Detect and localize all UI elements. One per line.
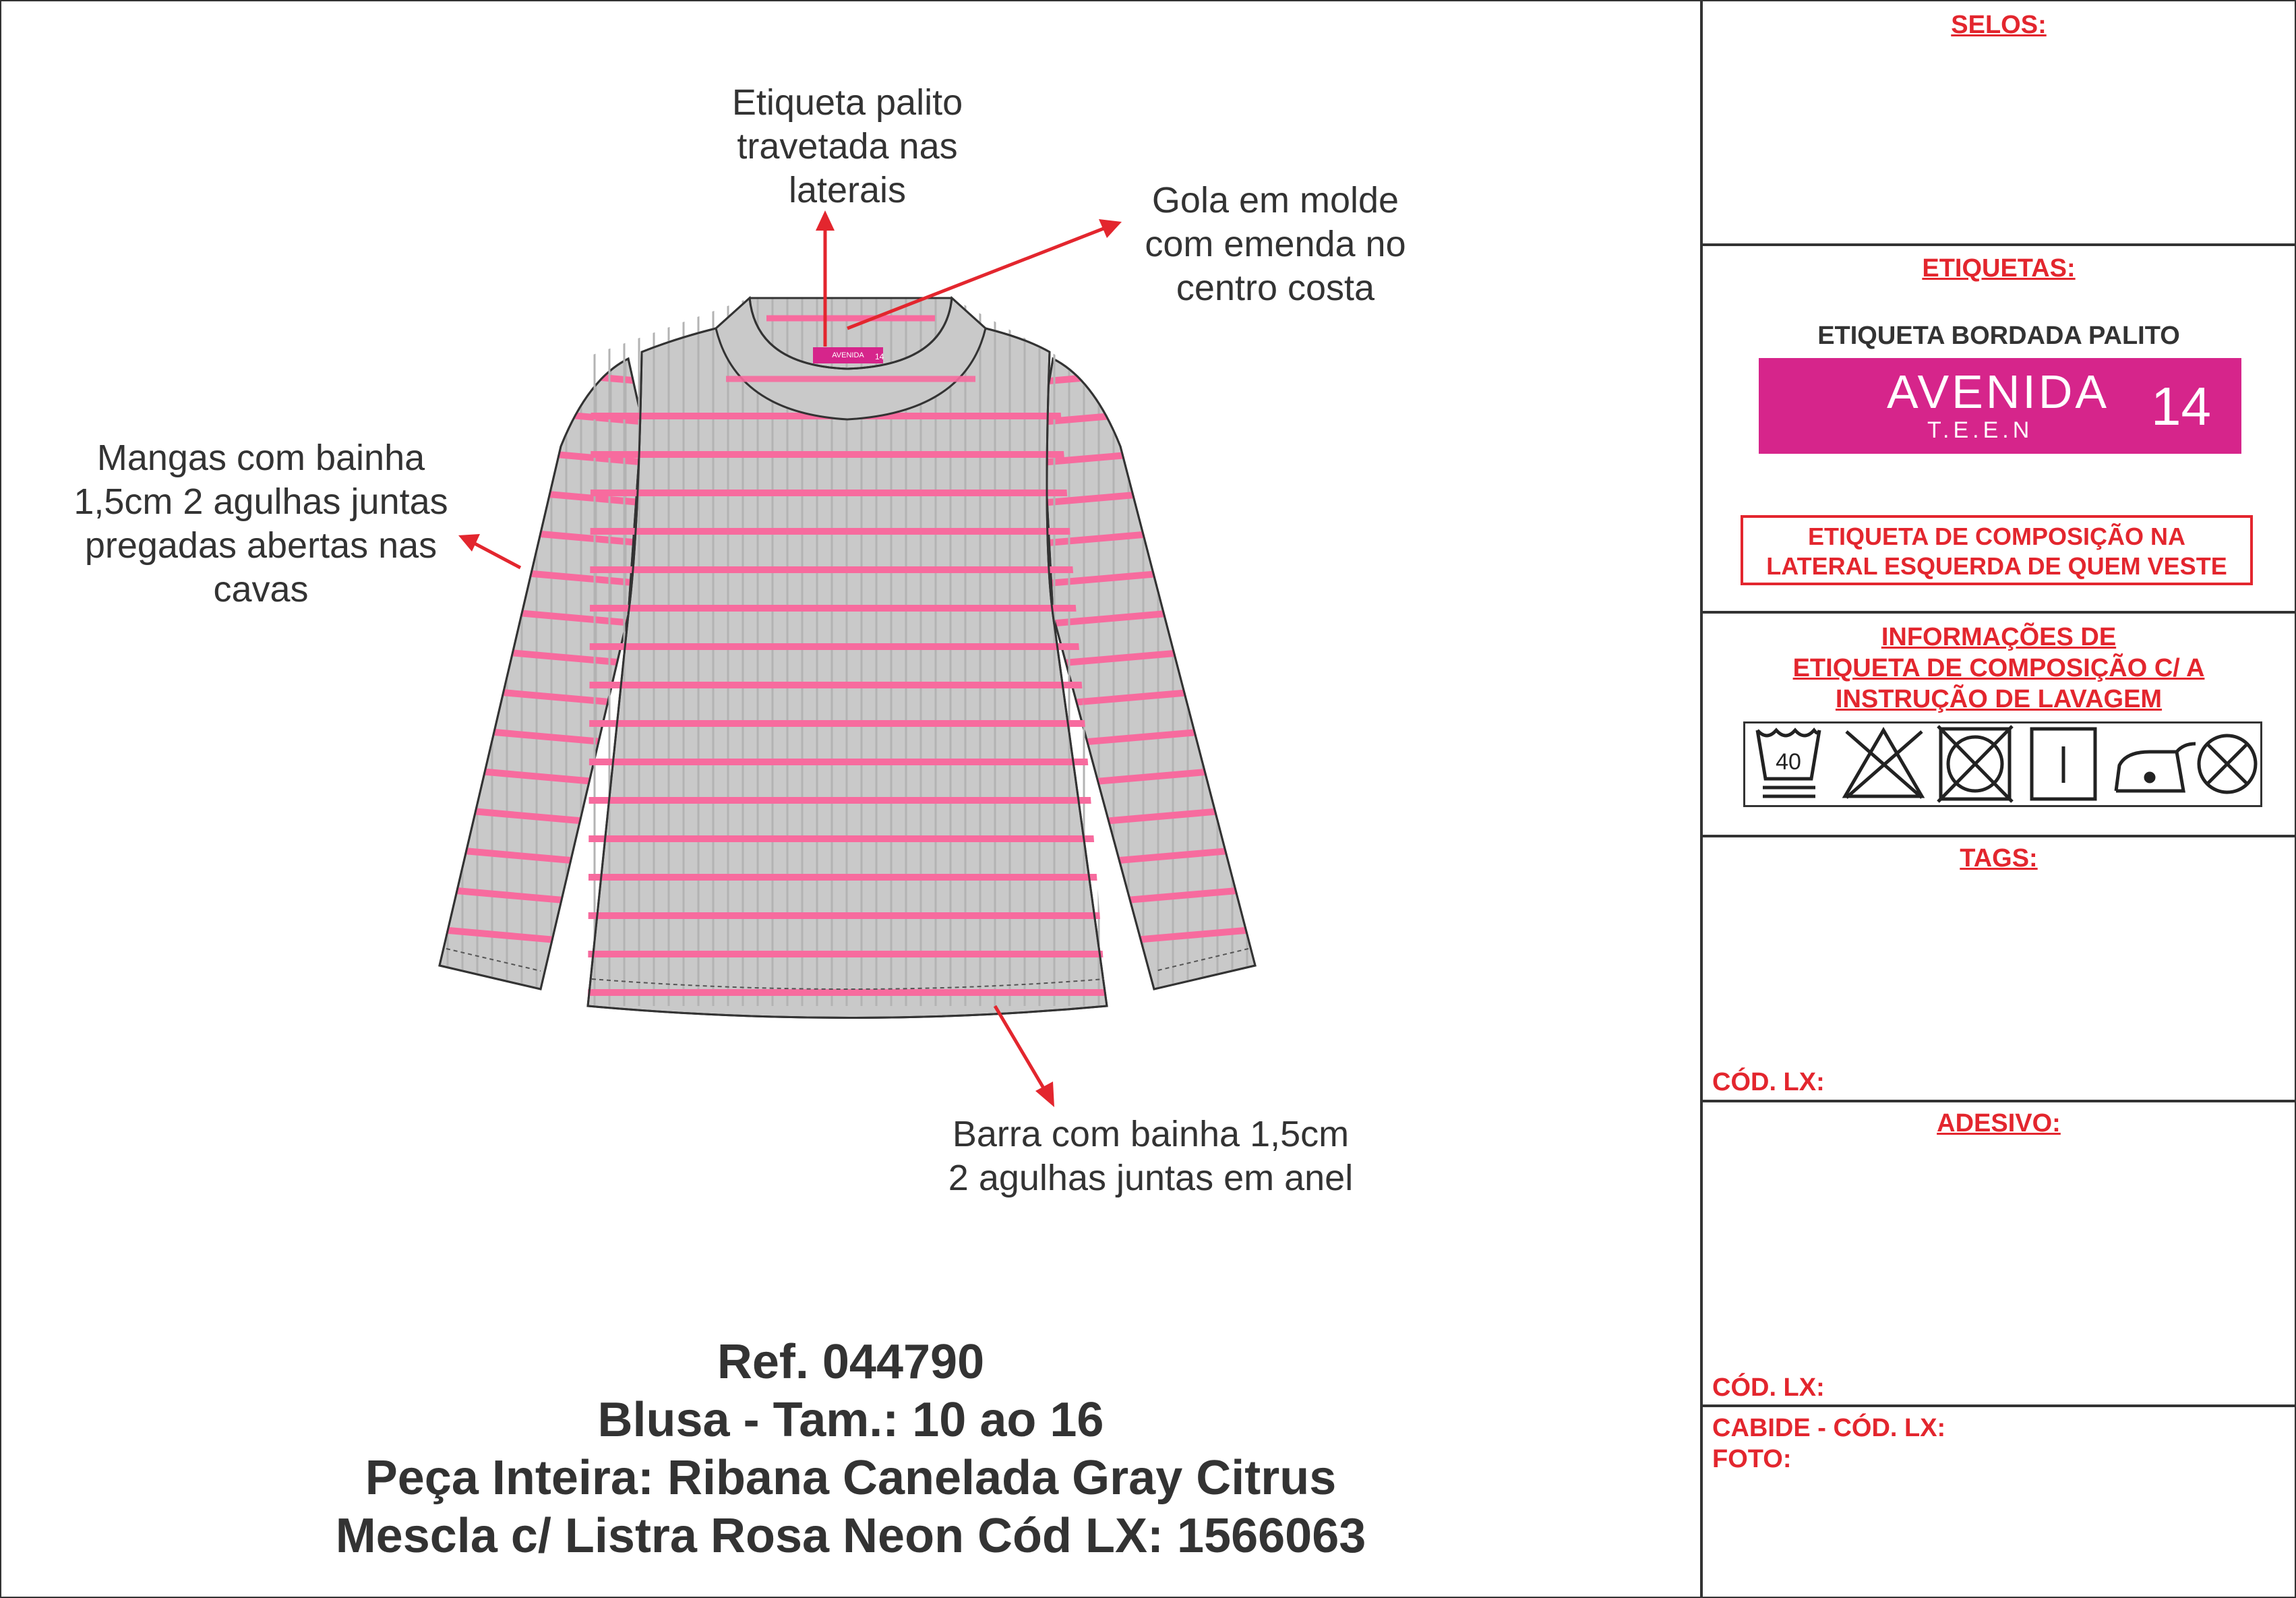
adesivo-section bbox=[1703, 1102, 2295, 1407]
wash-40-icon bbox=[1757, 730, 1819, 796]
collar-label bbox=[813, 347, 884, 363]
label-caption: ETIQUETA BORDADA PALITO bbox=[1817, 322, 2180, 350]
product-size: Blusa - Tam.: 10 ao 16 bbox=[597, 1393, 1104, 1447]
ref-number: Ref. 044790 bbox=[717, 1335, 985, 1389]
no-tumble-dry-icon bbox=[1938, 726, 2012, 802]
fabric-code-line: Mescla c/ Listra Rosa Neon Cód LX: 1566063 bbox=[335, 1509, 1366, 1563]
selos-title: SELOS: bbox=[1951, 11, 2047, 39]
cabide-cod-lx: CABIDE - CÓD. LX: bbox=[1712, 1414, 1946, 1442]
informacoes-section bbox=[1703, 614, 2295, 837]
collar-label-brand: AVENIDA bbox=[832, 351, 864, 359]
tags-title: TAGS: bbox=[1960, 844, 2038, 872]
brand-name: AVENIDA bbox=[1887, 365, 2110, 418]
label-note: Etiqueta palito travetada nas laterais bbox=[731, 82, 963, 210]
selos-section bbox=[1703, 1, 2295, 246]
etiquetas-title: ETIQUETAS: bbox=[1922, 254, 2076, 283]
fabric-line: Peça Inteira: Ribana Canelada Gray Citrus bbox=[365, 1451, 1337, 1505]
main-area bbox=[1, 1, 1700, 1597]
composition-note: ETIQUETA DE COMPOSIÇÃO NA LATERAL ESQUERDA DE QUEM VESTE bbox=[1741, 515, 2253, 585]
care-symbols bbox=[1743, 721, 2262, 807]
tags-cod-lx: CÓD. LX: bbox=[1712, 1068, 1825, 1096]
collar-note: Gola em molde com emenda no centro costa bbox=[1145, 180, 1406, 308]
etiquetas-section bbox=[1703, 246, 2295, 614]
brand-label bbox=[1759, 358, 2241, 454]
tags-section bbox=[1703, 837, 2295, 1102]
informacoes-title: INFORMAÇÕES DE ETIQUETA DE COMPOSIÇÃO C/ A INSTRUÇÃO DE LAVAGEM bbox=[1792, 623, 2205, 713]
adesivo-title: ADESIVO: bbox=[1937, 1109, 2061, 1137]
iron-low-icon bbox=[2116, 744, 2196, 791]
brand-size: 14 bbox=[2151, 376, 2211, 436]
cabide-section bbox=[1703, 1407, 2295, 1597]
no-bleach-icon bbox=[1845, 730, 1922, 798]
hem-note: Barra com bainha 1,5cm 2 agulhas juntas em anel bbox=[948, 1114, 1354, 1198]
no-dry-clean-icon bbox=[2199, 736, 2256, 792]
spec-sidebar bbox=[1700, 1, 2293, 1597]
brand-sub: T.E.E.N bbox=[1927, 417, 2034, 443]
wash-temp: 40 bbox=[1776, 749, 1801, 775]
adesivo-cod-lx: CÓD. LX: bbox=[1712, 1373, 1825, 1402]
collar-label-size: 14 bbox=[875, 352, 884, 361]
line-dry-icon bbox=[2032, 729, 2095, 799]
foto-label: FOTO: bbox=[1712, 1445, 1792, 1473]
sleeve-note: Mangas com bainha 1,5cm 2 agulhas juntas pregadas abertas nas cavas bbox=[73, 438, 448, 610]
